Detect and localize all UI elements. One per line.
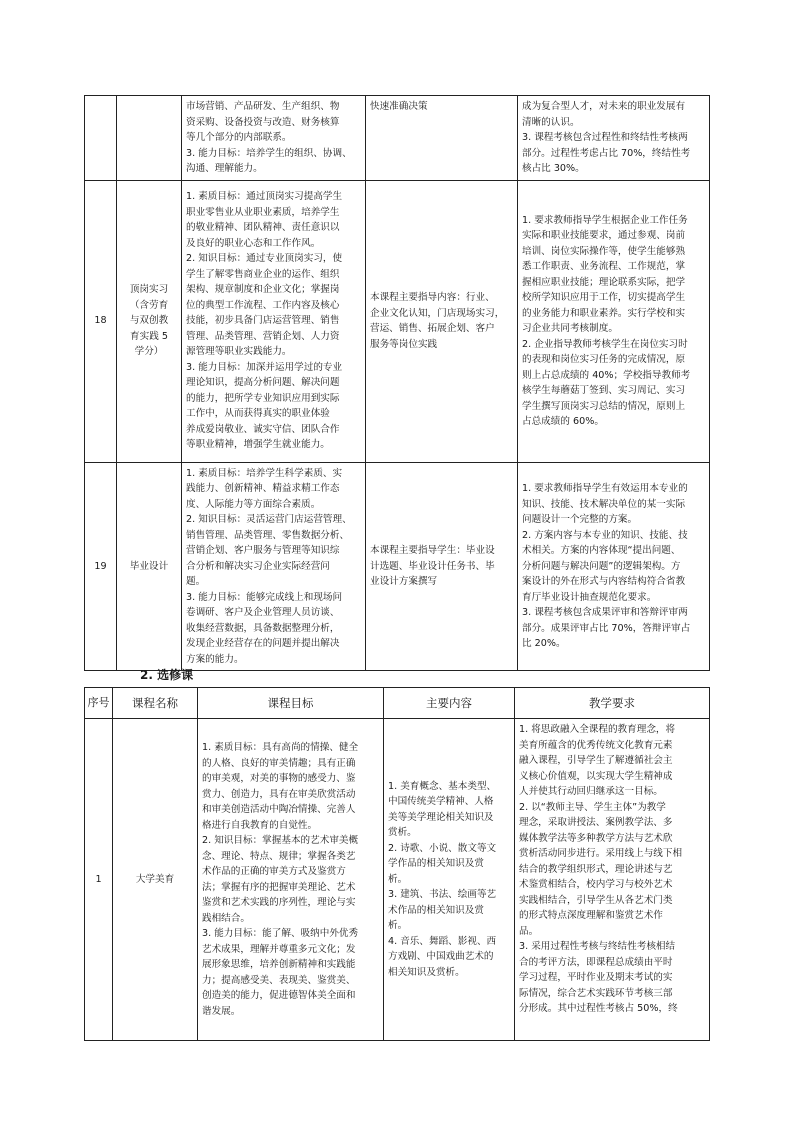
text-line: 3. 能力目标：能够完成线上和现场问 (186, 591, 343, 603)
text-line: 核占比 30%。 (522, 163, 585, 174)
text-line: 2. 以“教师主导、学生主体”为教学 (519, 801, 666, 813)
text-line: 部分。过程性考虑占比 70%，终结性考 (522, 147, 691, 159)
text-line: 方戏剧、中国戏曲艺术的 (388, 951, 494, 963)
objective-cell (182, 96, 366, 181)
requirement-cell (518, 180, 710, 462)
text-line: 3. 采用过程性考核与终结性考核相结 (519, 941, 676, 952)
text-line: 本课程主要指导学生：毕业设 (370, 545, 495, 556)
text-line: 学习过程，平时作业及期末考试的实 (519, 972, 673, 983)
text-line: 毕业设计 (129, 560, 169, 572)
no-cell: 1 (85, 719, 113, 1041)
text-line: 谐发展。 (202, 1005, 241, 1017)
content-cell (366, 180, 518, 462)
content-cell (384, 719, 515, 1041)
text-line: 发现企业经营存在的问题并提出解决 (186, 638, 340, 649)
no-cell: 19 (85, 462, 117, 671)
text-line: 本课程主要指导内容：行业、 (370, 292, 495, 303)
text-line: 营运、销售、拓展企划、客户 (370, 323, 495, 334)
text-line: 1. 美育概念、基本类型、 (388, 780, 497, 792)
text-line: 卷调研、客户及企业管理人员访谈、 (186, 607, 340, 618)
text-line: 等几个部分的内部联系。 (186, 132, 292, 143)
text-line: 相关知识及赏析。 (388, 966, 465, 978)
text-line: 术作品的正确的审美方式及鉴赏方 (202, 866, 346, 877)
text-line: 创造美的能力，促进德智体美全面和 (202, 990, 356, 1001)
text-line: 及良好的职业心态和工作作风。 (186, 237, 321, 249)
text-line: 1. 素质目标：通过顶岗实习提高学生 (186, 191, 343, 203)
text-line: 理念，采取讲授法、案例教学法、多 (519, 817, 673, 828)
text-line: 分析问题与解决问题”的逻辑架构。方 (522, 560, 681, 572)
text-line: 位的典型工作流程、工作内容及核心 (186, 299, 340, 311)
table-row (85, 180, 710, 462)
text-line: 工作中，从而获得真实的职业体验 (186, 408, 330, 420)
text-line: 品。 (519, 925, 539, 937)
text-line: 学作品的相关知识及赏 (388, 858, 484, 870)
text-line: 1. 要求教师指导学生根据企业工作任务 (522, 214, 688, 226)
text-line: 结合的教学组织形式，理论讲述与艺 (519, 863, 673, 875)
text-line: 的业务能力和职业素养。实行学校和实 (522, 307, 686, 319)
text-line: 则上占总成绩的 40%；学校指导教师考 (522, 369, 691, 381)
text-line: 鉴赏和艺术实践的序列性，理论与实 (202, 897, 356, 908)
text-line: （含劳育 (129, 299, 169, 311)
text-line: 赏力、创造力，具有在审美欣赏活动 (202, 788, 356, 800)
requirement-cell (518, 462, 710, 671)
text-line: 学生撰写顶岗实习总结的情况，原则上 (522, 400, 686, 412)
text-line: 赏析活动同步进行。采用线上与线下相 (519, 848, 683, 859)
text-line: 育厅毕业设计抽查规范化要求。 (522, 591, 657, 603)
text-line: 合的考评方法，即课程总成绩由平时 (519, 956, 673, 968)
objective-cell (198, 719, 384, 1041)
text-line: 源管理等职业实践能力。 (186, 346, 292, 358)
text-line: 技能，初步具备门店运营管理、销售 (186, 315, 340, 327)
text-line: 顶岗实习 (129, 284, 169, 296)
text-line: 等职业精神，增强学生就业能力。 (186, 439, 330, 451)
text-line: 实际和职业技能要求，通过参观、岗前 (522, 230, 686, 241)
header-no: 序号 (85, 688, 113, 719)
text-line: 资采购、设备投资与改造、财务核算 (186, 116, 340, 128)
content-cell (366, 96, 518, 181)
text-line: 和审美创造活动中陶冶情操、完善人 (202, 804, 356, 815)
text-line: 清晰的认识。 (522, 116, 580, 128)
text-line: 践相结合。 (202, 912, 250, 924)
text-line: 核学生每蘑菇丁签到、实习周记、实习 (522, 385, 686, 396)
text-line: 赏析。 (388, 827, 417, 839)
text-line: 义核心价值观，以实现大学生精神成 (519, 770, 673, 782)
text-line: 的审美观，对美的事物的感受力、鉴 (202, 773, 356, 784)
course-name-cell (117, 180, 182, 462)
text-line: 计选题、毕业设计任务书、毕 (370, 560, 495, 572)
text-line: 销售管理、品类管理、零售数据分析、 (186, 529, 350, 541)
text-line: 2. 企业指导教师考核学生在岗位实习时 (522, 338, 688, 350)
text-line: 问题设计一个完整的方案。 (522, 514, 638, 525)
text-line: 部分。成果评审占比 70%，答辩评审占 (522, 622, 691, 634)
text-line: 营销企划、客户服务与管理等知识综 (186, 545, 340, 556)
course-table-required (84, 95, 710, 671)
text-line: 沟通、理解能力。 (186, 163, 263, 174)
text-line: 的表现和岗位实习任务的完成情况，原 (522, 354, 686, 365)
text-line: 悉工作职责、业务流程、工作规范，掌 (522, 261, 686, 272)
course-name-cell (113, 719, 198, 1041)
text-line: 3. 能力目标：能了解、吸纳中外优秀 (202, 928, 359, 939)
table-row-continuation (85, 96, 710, 181)
text-line: 法；掌握有序的把握审美理论、艺术 (202, 881, 356, 893)
text-line: 1. 素质目标：具有高尚的情操、健全 (202, 742, 359, 753)
text-line: 架构、规章制度和企业文化；掌握岗 (186, 284, 340, 296)
text-line: 成为复合型人才，对未来的职业发展有 (522, 101, 686, 112)
text-line: 际情况，综合艺术实践环节考核三部 (519, 987, 673, 999)
text-line: 术鉴赏相结合，校内学习与校外艺术 (519, 879, 673, 890)
text-line: 展形象思维，培养创新精神和实践能 (202, 959, 356, 970)
text-line: 学生了解零售商业企业的运作、组织 (186, 268, 340, 280)
table-row (85, 719, 710, 1041)
requirement-cell (515, 719, 710, 1041)
text-line: 服务等岗位实践 (370, 338, 438, 350)
header-objective: 课程目标 (198, 688, 384, 719)
section-heading: 2. 选修课 (140, 668, 194, 682)
text-line: 养成爱岗敬业、诚实守信、团队合作 (186, 423, 340, 435)
content-cell (366, 462, 518, 671)
text-line: 大学美育 (135, 873, 175, 885)
objective-cell (182, 180, 366, 462)
text-line: 3. 课程考核包含过程性和终结性考核两 (522, 132, 688, 143)
text-line: 握相应职业技能；理论联系实际，把学 (522, 276, 686, 288)
text-line: 美育所蕴含的优秀传统文化教育元素 (519, 739, 673, 751)
text-line: 1. 要求教师指导学生有效运用本专业的 (522, 483, 688, 494)
text-line: 3. 课程考核包含成果评审和答辩评审两 (522, 607, 688, 618)
text-line: 1. 素质目标：培养学生科学素质、实 (186, 467, 343, 479)
text-line: 知识、技能、技术解决单位的某一实际 (522, 498, 686, 510)
text-line: 美等美学理论相关知识及 (388, 811, 494, 823)
table-header-row (85, 688, 710, 719)
course-name-cell (117, 462, 182, 671)
text-line: 1. 将思政融入全课程的教育理念，将 (519, 724, 676, 735)
text-line: 析。 (388, 873, 408, 885)
text-line: 2. 知识目标：灵活运营门店运营管理、 (186, 514, 352, 525)
text-line: 融入课程，引导学生了解遵循社会主 (519, 755, 673, 766)
text-line: 育实践 5 (130, 330, 168, 342)
text-line: 与双创教 (129, 315, 169, 327)
no-cell (85, 96, 117, 181)
header-course-name: 课程名称 (113, 688, 198, 719)
text-line: 3. 能力目标：培养学生的组织、协调、 (186, 147, 352, 159)
text-line: 习企业共同考核制度。 (522, 323, 618, 334)
text-line: 析。 (388, 920, 408, 932)
text-line: 术相关。方案的内容体现“提出问题、 (522, 545, 681, 556)
text-line: 艺术成果，理解并尊重多元文化；发 (202, 943, 356, 955)
text-line: 快速准确决策 (370, 101, 428, 112)
text-line: 分形成。其中过程性考核占 50%，终 (519, 1003, 678, 1014)
text-line: 职业零售业从业职业素质，培养学生 (186, 206, 340, 218)
text-line: 方案的能力。 (186, 653, 244, 665)
text-line: 的能力，把所学专业知识应用到实际 (186, 392, 340, 404)
text-line: 题。 (186, 576, 206, 587)
text-line: 的敬业精神、团队精神、责任意识以 (186, 222, 340, 234)
requirement-cell (518, 96, 710, 181)
text-line: 学分） (134, 346, 164, 358)
text-line: 管理、品类管理、营销企划、人力资 (186, 330, 340, 342)
text-line: 3. 建筑、书法、绘画等艺 (388, 889, 497, 901)
text-line: 比 20%。 (522, 638, 566, 649)
text-line: 人并使其行动回归继承这一目标。 (519, 786, 663, 797)
table-row (85, 462, 710, 671)
text-line: 4. 音乐、舞蹈、影视、西 (388, 935, 497, 947)
text-line: 业设计方案撰写 (370, 576, 438, 587)
text-line: 2. 诗歌、小说、散文等文 (388, 842, 497, 854)
text-line: 力；提高感受美、表现美、鉴赏美、 (202, 974, 356, 986)
text-line: 的人格、良好的审美情趣；具有正确 (202, 757, 356, 769)
text-line: 3. 能力目标：加深并运用学过的专业 (186, 361, 343, 373)
text-line: 市场营销、产品研发、生产组织、物 (186, 101, 340, 112)
objective-cell (182, 462, 366, 671)
text-line: 的形式特点深度理解和鉴赏艺术作 (519, 910, 663, 921)
text-line: 践能力、创新精神、精益求精工作态 (186, 483, 340, 494)
text-line: 合分析和解决实习企业实际经营问 (186, 560, 330, 572)
course-name-cell (117, 96, 182, 181)
text-line: 媒体教学法等多种教学方法与艺术欣 (519, 832, 673, 844)
text-line: 度、人际能力等方面综合素质。 (186, 498, 321, 510)
text-line: 中国传统美学精神、人格 (388, 796, 494, 808)
text-line: 占总成绩的 60%。 (522, 416, 604, 427)
text-line: 2. 知识目标：通过专业顶岗实习，使 (186, 253, 343, 265)
text-line: 培训、岗位实际操作等，使学生能够熟 (522, 245, 686, 257)
text-line: 2. 方案内容与本专业的知识、技能、技 (522, 529, 688, 541)
header-content: 主要内容 (384, 688, 515, 719)
text-line: 校所学知识应用于工作，切实提高学生 (522, 292, 686, 303)
no-cell: 18 (85, 180, 117, 462)
text-line: 理论知识，提高分析问题、解决问题 (186, 377, 340, 389)
text-line: 企业文化认知，门店现场实习， (370, 307, 505, 319)
text-line: 格进行自我教育的自觉性。 (202, 819, 318, 831)
text-line: 念、理论、特点、规律；掌握各类艺 (202, 850, 356, 862)
text-line: 实践相结合，引导学生从各艺术门类 (519, 894, 673, 906)
header-requirement: 教学要求 (515, 688, 710, 719)
text-line: 案设计的外在形式与内容结构符合省教 (522, 576, 686, 587)
text-line: 术作品的相关知识及赏 (388, 904, 484, 916)
text-line: 收集经营数据，具备数据整理分析， (186, 622, 340, 634)
text-line: 2. 知识目标：掌握基本的艺术审美概 (202, 835, 359, 846)
course-table-elective (84, 687, 710, 1041)
